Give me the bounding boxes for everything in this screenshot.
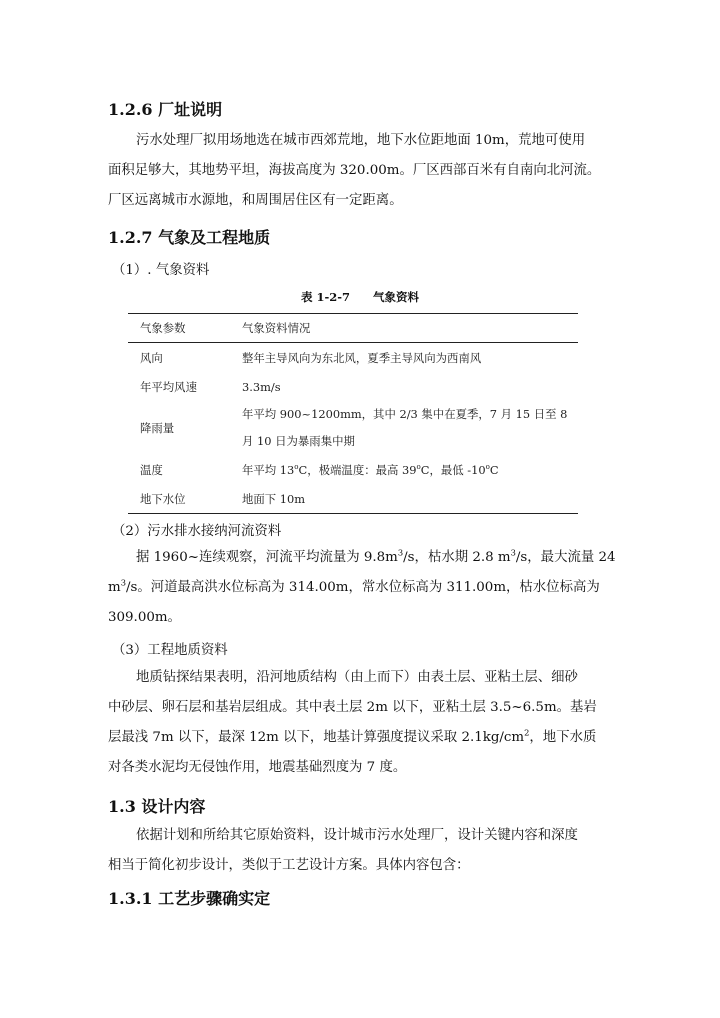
text-line: 中砂层、卵石层和基岩层组成。其中表土层 2m 以下，亚粘土层 3.5~6.5m。基岩 (108, 700, 597, 715)
text-line: 依据计划和所给其它原始资料，设计城市污水处理厂，设计关键内容和深度 (136, 828, 578, 843)
subheading-geology-data: （3）工程地质资料 (112, 643, 228, 658)
paragraph-river-data (108, 543, 616, 633)
degree-sup: o (485, 461, 490, 471)
table-cell: 地面下 10m (230, 484, 578, 514)
superscript: 3 (510, 547, 516, 558)
cell-text: 年平均 13 (242, 462, 295, 477)
degree-sup: o (294, 461, 299, 471)
text-run: /s。河道最高洪水位标高为 314.00m，常水位标高为 311.00m，枯水位标高为 (125, 580, 600, 595)
text-run: 层最浅 7m 以下，最深 12m 以下，地基计算强度提议采取 2.1kg/cm (108, 730, 525, 745)
subheading-river-data: （2）污水排水接纳河流资料 (112, 524, 282, 539)
text-line (108, 573, 613, 603)
table-cell: 降雨量 (140, 420, 175, 435)
superscript: 2 (524, 727, 530, 738)
cell-line: 年平均 900~1200mm，其中 2/3 集中在夏季，7 月 15 日至 8 (242, 407, 568, 421)
superscript: 3 (397, 547, 404, 558)
text-line: 污水处理厂拟用场地选在城市西郊荒地，地下水位距地面 10m，荒地可使用 (136, 133, 586, 148)
cell-line: 月 10 日为暴雨集中期 (242, 434, 355, 448)
table-row (128, 484, 578, 514)
text-line (108, 723, 613, 753)
heading-1-2-6: 1.2.6 厂址说明 (108, 100, 223, 119)
text-line (108, 543, 616, 573)
table-cell: 地下水位 (128, 484, 230, 514)
table-row (128, 343, 578, 373)
table-header-row (128, 314, 578, 343)
text-run: ，地下水质 (529, 730, 597, 745)
cell-text: C，极端温度：最高 39 (298, 462, 417, 477)
table-header-cell: 气象参数 (128, 314, 230, 343)
table-cell: 整年主导风向为东北风，夏季主导风向为西南风 (242, 350, 482, 365)
text-run: /s，枯水期 2.8 m (403, 550, 511, 565)
text-line: 309.00m。 (108, 610, 181, 625)
text-run: m (108, 580, 121, 595)
paragraph-design-content (108, 821, 613, 881)
text-line: 厂区远离城市水源地，和周围居住区有一定距离。 (108, 193, 403, 208)
paragraph-geology-data (108, 663, 613, 783)
table-caption: 表 1-2-7 气象资料 (300, 290, 420, 304)
degree-sup: o (416, 461, 421, 471)
table-header-cell: 气象资料情况 (230, 314, 578, 343)
text-line: 面积足够大，其地势平坦，海拔高度为 320.00m。厂区西部百米有自南向北河流。 (108, 163, 601, 178)
table-cell (230, 401, 578, 455)
table-row (128, 455, 578, 484)
text-line: 对各类水泥均无侵蚀作用，地震基础烈度为 7 度。 (108, 760, 407, 775)
cell-text: C，最低 -10 (420, 462, 486, 477)
paragraph-site-description (108, 126, 613, 216)
weather-table (128, 313, 578, 514)
heading-1-3: 1.3 设计内容 (108, 797, 206, 816)
table-cell (230, 455, 578, 484)
table-cell: 年平均风速 (140, 379, 197, 394)
cell-text: C (489, 462, 499, 477)
subheading-weather-data: （1）. 气象资料 (112, 263, 210, 278)
text-run: 据 1960~连续观察，河流平均流量为 9.8m (136, 550, 398, 565)
text-line: 相当于简化初步设计，类似于工艺设计方案。具体内容包含： (108, 858, 470, 873)
table-cell: 风向 (140, 350, 163, 365)
heading-1-2-7: 1.2.7 气象及工程地质 (108, 228, 271, 247)
text-line: 地质钻探结果表明，沿河地质结构（由上而下）由表土层、亚粘土层、细砂 (136, 670, 578, 685)
table-cell: 3.3m/s (242, 379, 281, 394)
text-run: /s，最大流量 24 (515, 550, 616, 565)
table-cell: 温度 (140, 462, 163, 477)
table-row (128, 372, 578, 401)
superscript: 3 (120, 577, 126, 588)
heading-1-3-1: 1.3.1 工艺步骤确实定 (108, 889, 271, 908)
table-row (128, 401, 578, 455)
